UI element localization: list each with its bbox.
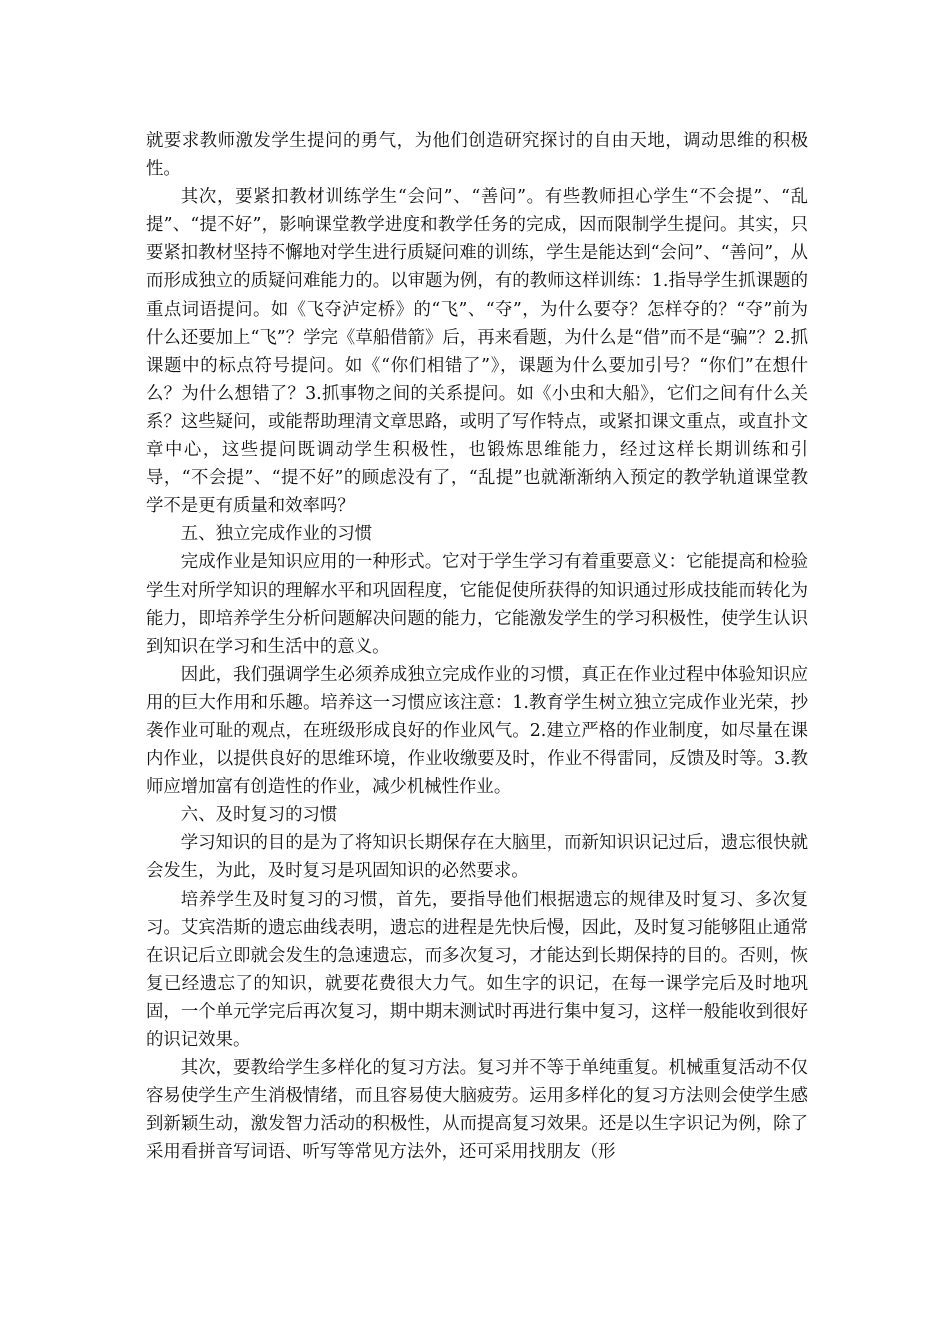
section-heading-homework: 五、独立完成作业的习惯 (180, 524, 373, 545)
paragraph-review-timing: 培养学生及时复习的习惯，首先，要指导他们根据遗忘的规律及时复习、多次复习。艾宾浩斯的遗忘曲线表明，遗忘的进程是先快后慢，因此，及时复习能够阻止通常在识记后立即就会发生的急速遗忘，而多次复习，才能达到长期保持的目的。否则，恢复已经遗忘了的知识，就要花费很大力气。如生字的识记，在每一课学完后及时地巩固，一个单元学完后再次复习，期中期末测试时再进行集中复习，这样一般能收到很好的识记效果。 (146, 889, 808, 1050)
paragraph-homework-meaning: 完成作业是知识应用的一种形式。它对于学生学习有着重要意义：它能提高和检验学生对所学知识的理解水平和巩固程度，它能促使所获得的知识通过形成技能而转化为能力，即培养学生分析问题解决问题的能力，它能激发学生的学习积极性，使学生认识到知识在学习和生活中的意义。 (146, 552, 808, 657)
paragraph-continuation: 就要求教师激发学生提问的勇气，为他们创造研究探讨的自由天地，调动思维的积极性。 (146, 131, 808, 180)
document-page (146, 127, 808, 1166)
paragraph-questioning-training: 其次，要紧扣教材训练学生“会问”、“善问”。有些教师担心学生“不会提”、“乱提”、“提不好”，影响课堂教学进度和教学任务的完成，因而限制学生提问。其实，只要紧扣教材坚持不懈地对学生进行质疑问难的训练，学生是能达到“会问”、“善问”，从而形成独立的质疑问难能力的。以审题为例，有的教师这样训练：1.指导学生抓课题的重点词语提问。如《飞夺泸定桥》的“飞”、“夺”，为什么要夺？怎样夺的？“夺”前为什么还要加上“飞”？学完《草船借箭》后，再来看题，为什么是“借”而不是“骗”？2.抓课题中的标点符号提问。如《“你们相错了”》，课题为什么要加引号？“你们”在想什么？为什么想错了？3.抓事物之间的关系提问。如《小虫和大船》，它们之间有什么关系？这些疑问，或能帮助理清文章思路，或明了写作特点，或紧扣课文重点，或直扑文章中心，这些提问既调动学生积极性，也锻炼思维能力，经过这样长期训练和引导，“不会提”、“提不好”的顾虑没有了，“乱提”也就渐渐纳入预定的教学轨道课堂教学不是更有质量和效率吗？ (146, 187, 808, 517)
paragraph-review-purpose: 学习知识的目的是为了将知识长期保存在大脑里，而新知识识记过后，遗忘很快就会发生，为此，及时复习是巩固知识的必然要求。 (146, 833, 808, 882)
paragraph-review-methods: 其次，要教给学生多样化的复习方法。复习并不等于单纯重复。机械重复活动不仅容易使学生产生消极情绪，而且容易使大脑疲劳。运用多样化的复习方法则会使学生感到新颖生动，激发智力活动的积极性，从而提高复习效果。还是以生字识记为例，除了采用看拼音写词语、听写等常见方法外，还可采用找朋友（形 (146, 1058, 808, 1163)
section-heading-review: 六、及时复习的习惯 (180, 805, 338, 826)
paragraph-homework-habit: 因此，我们强调学生必须养成独立完成作业的习惯，真正在作业过程中体验知识应用的巨大作用和乐趣。培养这一习惯应该注意：1.教育学生树立独立完成作业光荣，抄袭作业可耻的观点，在班级形成良好的作业风气。2.建立严格的作业制度，如尽量在课内作业，以提供良好的思维环境，作业收缴要及时，作业不得雷同，反馈及时等。3.教师应增加富有创造性的作业，减少机械性作业。 (146, 664, 808, 798)
